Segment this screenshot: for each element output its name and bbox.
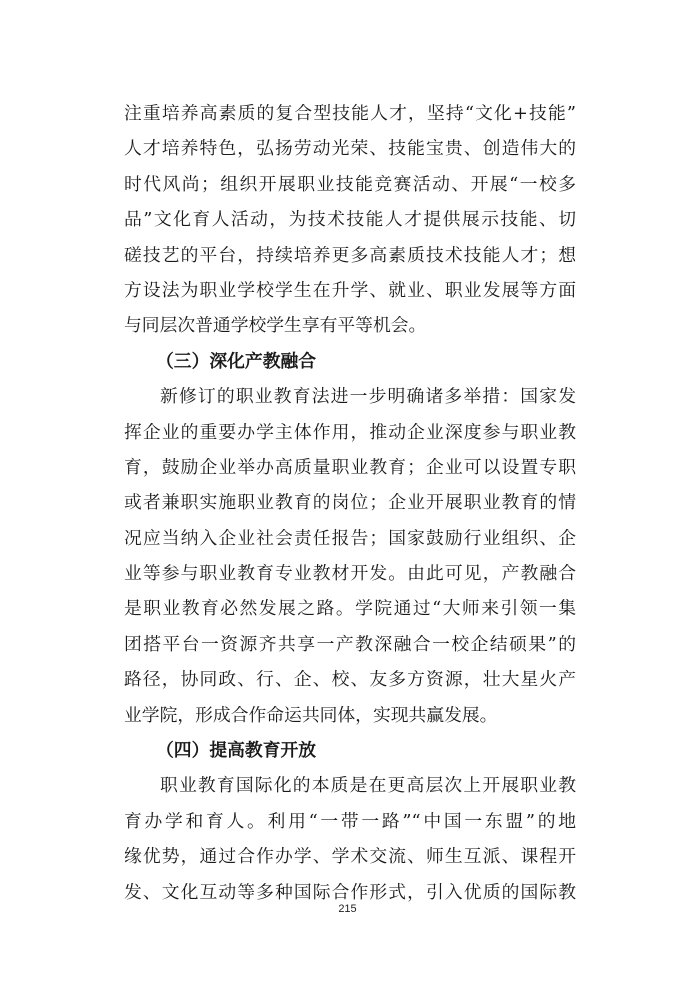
paragraph-cultural-skills [124,96,576,344]
text-line: 况应当纳入企业社会责任报告；国家鼓励行业组织、企 [124,527,576,549]
body-text [124,96,576,910]
paragraph-industry-education [124,379,576,733]
text-line: 或者兼职实施职业教育的岗位；企业开展职业教育的情 [124,492,576,514]
text-line: 方设法为职业学校学生在升学、就业、职业发展等方面 [124,279,576,301]
text-line: 挥企业的重要办学主体作用，推动企业深度参与职业教 [124,421,576,443]
text-line: 业等参与职业教育专业教材开发。由此可见，产教融合 [124,563,576,585]
page-number: 215 [338,903,357,915]
text-line: 与同层次普通学校学生享有平等机会。 [124,315,427,337]
text-line: 团搭平台一资源齐共享一产教深融合一校企结硕果”的 [124,633,576,655]
text-line: 是职业教育必然发展之路。学院通过“大师来引领一集 [124,598,576,620]
text-line: 育办学和育人。利用“一带一路”“中国一东盟”的地 [124,810,576,832]
text-line: 磋技艺的平台，持续培养更多高素质技术技能人才；想 [124,244,576,266]
paragraph-education-opening [124,768,576,910]
text-line: 新修订的职业教育法进一步明确诸多举措：国家发 [160,386,576,408]
text-line: 注重培养高素质的复合型技能人才，坚持“文化+技能” [124,103,576,124]
text-line: 路径，协同政、行、企、校、友多方资源，壮大星火产 [124,669,576,691]
text-line: 时代风尚；组织开展职业技能竞赛活动、开展“一校多 [124,173,576,195]
section-heading-education-opening: （四）提高教育开放 [156,740,317,762]
text-line: 人才培养特色，弘扬劳动光荣、技能宝贵、创造伟大的 [124,138,576,160]
text-line: 职业教育国际化的本质是在更高层次上开展职业教 [160,775,576,797]
text-line: 发、文化互动等多种国际合作形式，引入优质的国际教 [124,881,576,903]
text-line: 育，鼓励企业举办高质量职业教育；企业可以设置专职 [124,456,576,478]
section-heading-industry-education: （三）深化产教融合 [156,350,317,372]
text-line: 业学院，形成合作命运共同体，实现共赢发展。 [124,704,498,726]
text-line: 缘优势，通过合作办学、学术交流、师生互派、课程开 [124,846,576,868]
text-line: 品”文化育人活动，为技术技能人才提供展示技能、切 [124,209,576,231]
